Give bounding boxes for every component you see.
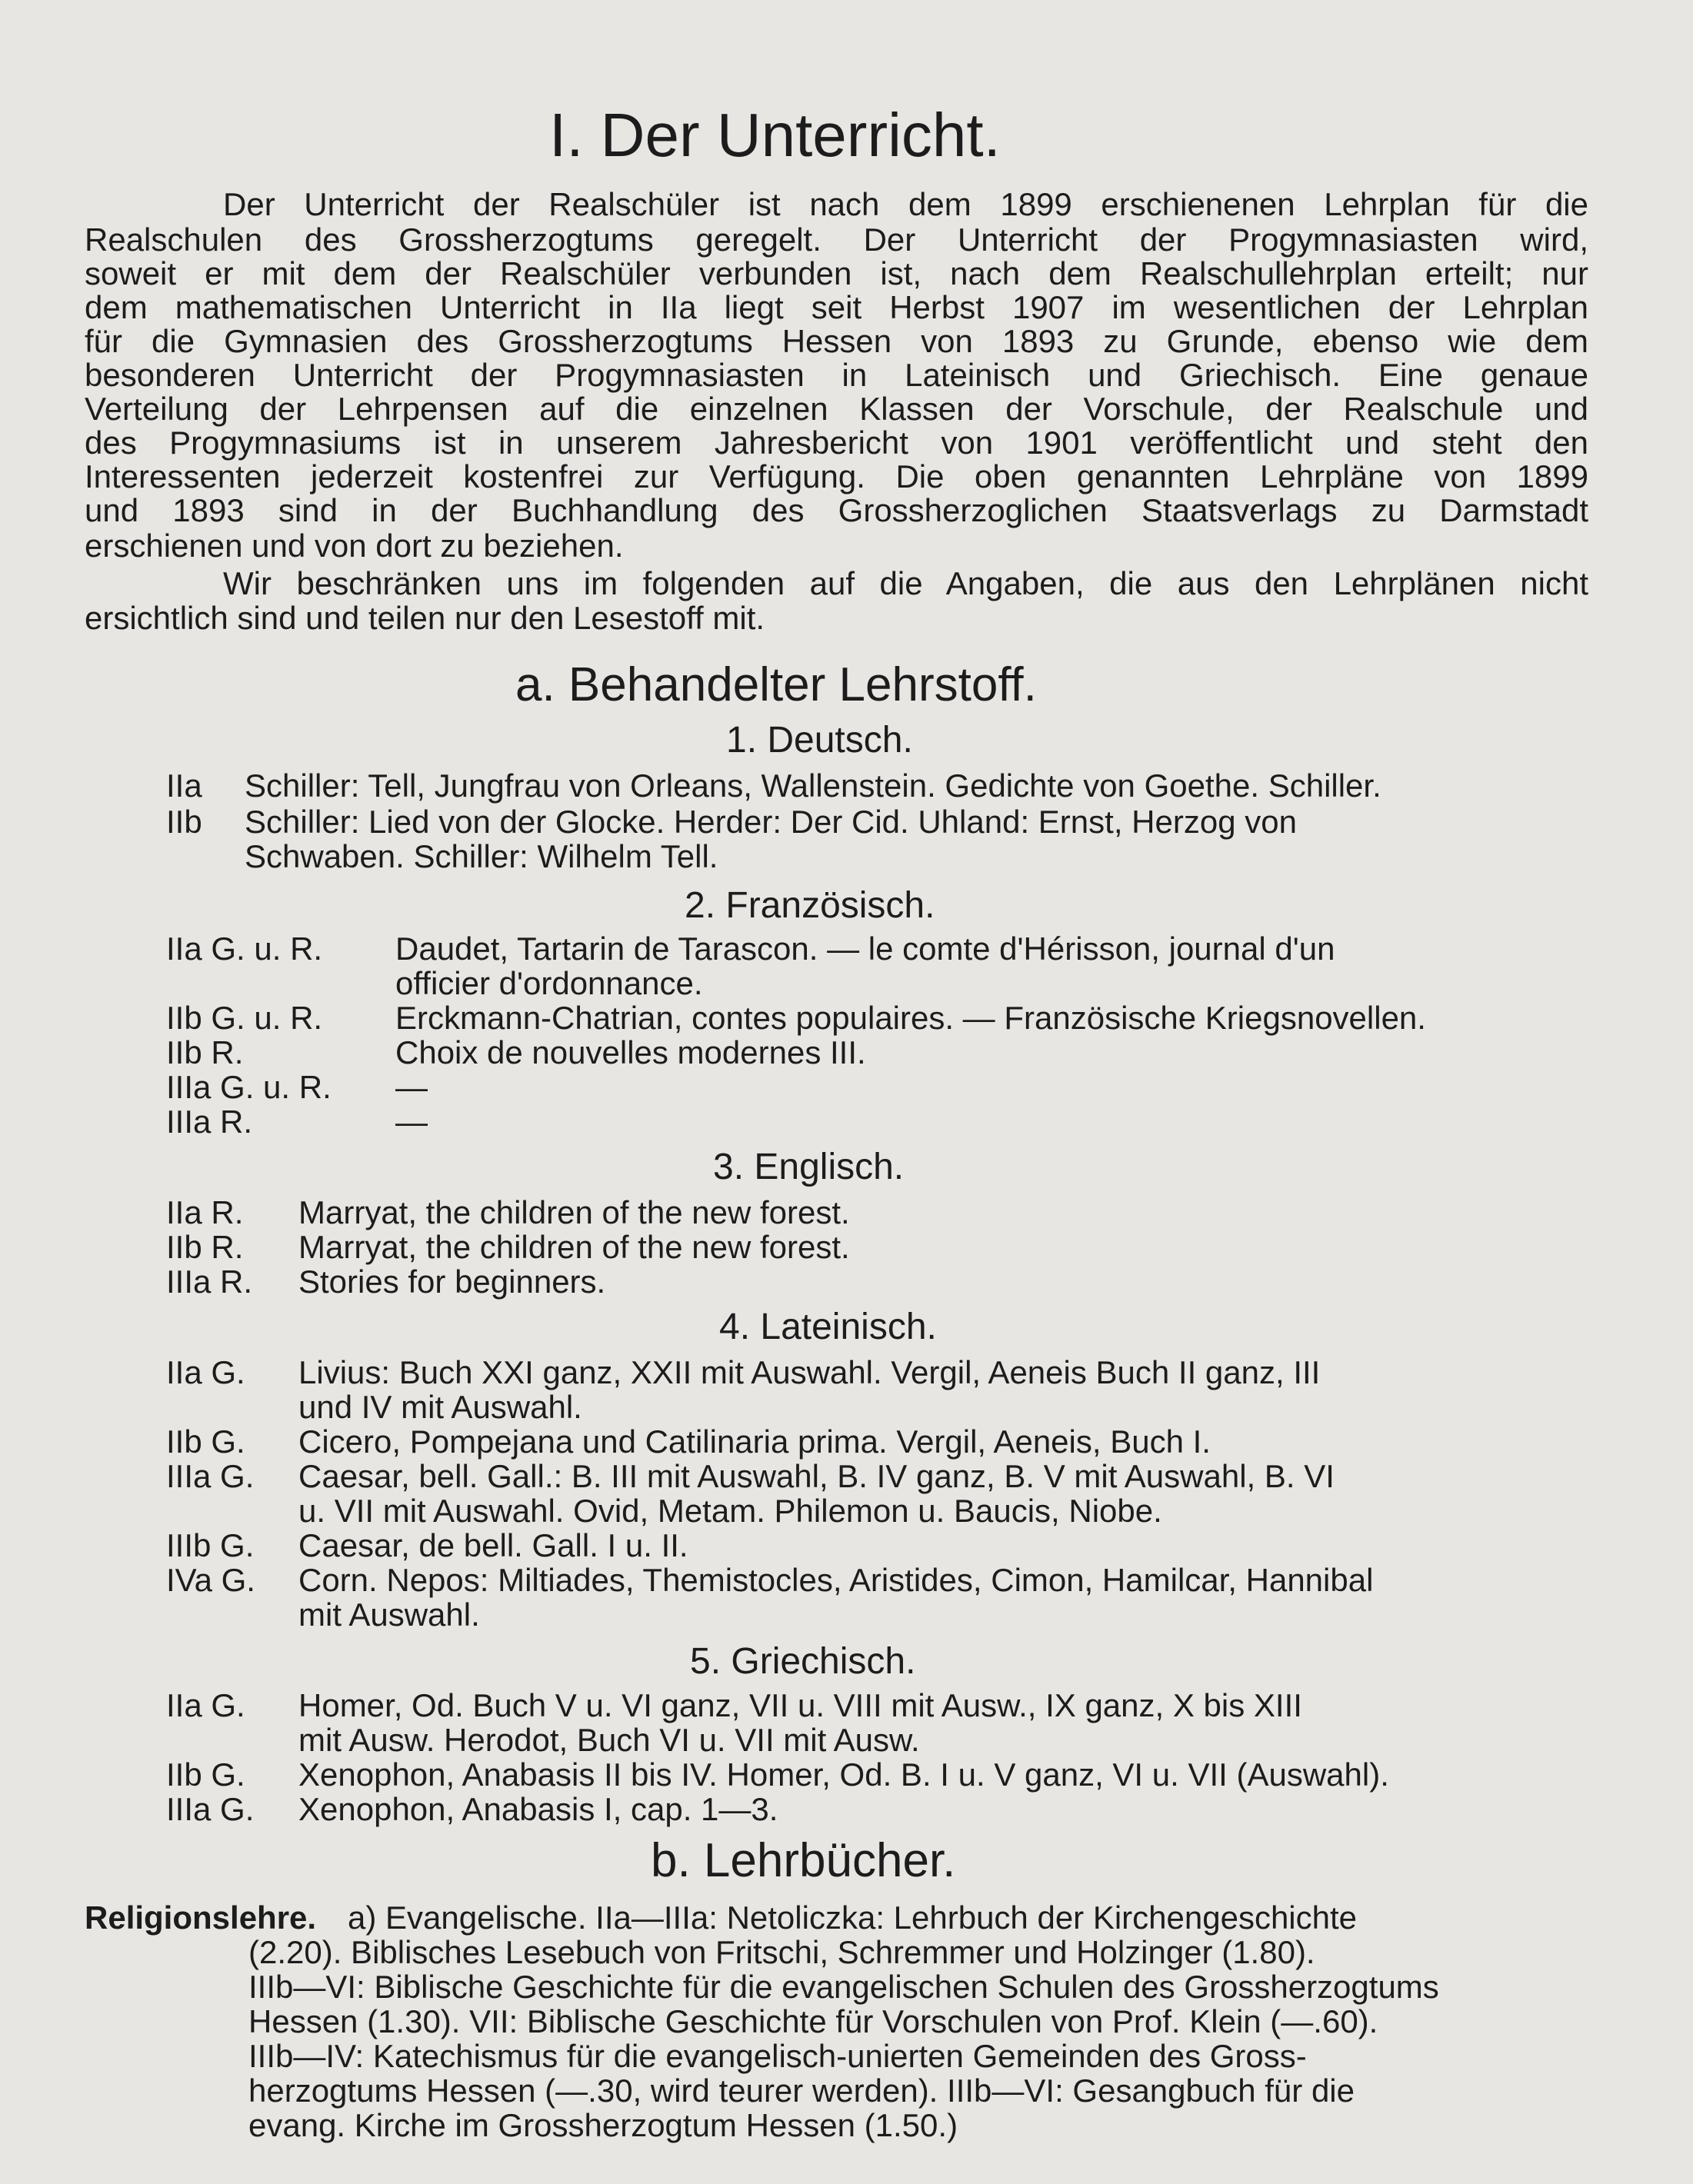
intro-line: Verteilung der Lehrpensen auf die einzelnen Klassen der Vorschule, der Realschule und — [85, 391, 1588, 427]
intro-line: Realschulen des Grossherzogtums geregelt. Der Unterricht der Progymnasiasten wird, — [85, 221, 1588, 258]
entry-text: Livius: Buch XXI ganz, XXII mit Auswahl. Vergil, Aeneis Buch II ganz, III — [298, 1354, 1321, 1390]
entry-text: Schiller: Lied von der Glocke. Herder: Der Cid. Uhland: Ernst, Herzog von — [245, 804, 1297, 840]
intro-line: und 1893 sind in der Buchhandlung des Grossherzoglichen Staatsverlags zu Darmstadt — [85, 492, 1588, 528]
entry-text: mit Ausw. Herodot, Buch VI u. VII mit Ausw. — [298, 1722, 920, 1758]
intro-line: erschienen und von dort zu beziehen. — [85, 528, 624, 564]
intro-line: besonderen Unterricht der Progymnasiasten in Lateinisch und Griechisch. Eine genaue — [85, 357, 1588, 393]
intro-line: für die Gymnasien des Grossherzogtums Hessen von 1893 zu Grunde, ebenso wie dem — [85, 323, 1588, 359]
entry-text: und IV mit Auswahl. — [298, 1389, 582, 1425]
section-a-heading: a. Behandelter Lehrstoff. — [515, 658, 1037, 711]
subsection-heading-griechisch: 5. Griechisch. — [690, 1641, 916, 1682]
entry-class: IIb G. — [166, 1423, 245, 1460]
intro-line: Wir beschränken uns im folgenden auf die Angaben, die aus den Lehrplänen nicht — [223, 565, 1588, 601]
lehrbuch-line: herzogtums Hessen (—.30, wird teurer werden). IIIb—VI: Gesangbuch für die — [248, 2072, 1355, 2109]
entry-text: Erckmann-Chatrian, contes populaires. — Französische Kriegsnovellen. — [395, 1000, 1426, 1036]
lehrbuch-line: a) Evangelische. IIa—IIIa: Netoliczka: Lehrbuch der Kirchengeschichte — [348, 1899, 1358, 1936]
subsection-heading-englisch: 3. Englisch. — [713, 1147, 905, 1187]
subsection-heading-franzoesisch: 2. Französisch. — [685, 885, 935, 926]
entry-class: IIb G. u. R. — [166, 1000, 323, 1036]
entry-text: Xenophon, Anabasis II bis IV. Homer, Od. B. I u. V ganz, VI u. VII (Auswahl). — [298, 1756, 1389, 1793]
entry-text: Choix de nouvelles modernes III. — [395, 1034, 866, 1070]
entry-text: Schwaben. Schiller: Wilhelm Tell. — [245, 838, 718, 874]
entry-class: IIIa G. — [166, 1458, 255, 1494]
entry-text: mit Auswahl. — [298, 1596, 480, 1633]
entry-text: — — [395, 1069, 428, 1105]
entry-class: IIa G. — [166, 1354, 245, 1390]
intro-line: ersichtlich sind und teilen nur den Lesestoff mit. — [85, 600, 765, 636]
lehrbuch-line: evang. Kirche im Grossherzogtum Hessen (1.50.) — [248, 2107, 958, 2143]
entry-class: IIb — [166, 804, 202, 840]
section-b-heading: b. Lehrbücher. — [651, 1834, 956, 1887]
entry-text: Homer, Od. Buch V u. VI ganz, VII u. VIII mit Ausw., IX ganz, X bis XIII — [298, 1687, 1302, 1723]
subsection-heading-deutsch: 1. Deutsch. — [726, 720, 913, 761]
entry-class: IIIa R. — [166, 1263, 253, 1300]
lehrbuch-line: IIIb—IV: Katechismus für die evangelisch-unierten Gemeinden des Gross- — [248, 2038, 1307, 2074]
entry-class: IIIa R. — [166, 1104, 253, 1140]
entry-class: IIa — [166, 767, 202, 804]
entry-text: u. VII mit Auswahl. Ovid, Metam. Philemon u. Baucis, Niobe. — [298, 1493, 1162, 1529]
entry-class: IVa G. — [166, 1562, 255, 1598]
entry-class: IIb R. — [166, 1229, 244, 1265]
page-title: I. Der Unterricht. — [549, 101, 1001, 169]
entry-text: Marryat, the children of the new forest. — [298, 1194, 850, 1230]
lehrbuch-line: IIIb—VI: Biblische Geschichte für die evangelischen Schulen des Grossherzogtums — [248, 1969, 1439, 2005]
entry-class: IIIa G. — [166, 1791, 255, 1827]
entry-class: IIa G. u. R. — [166, 931, 323, 967]
intro-line: Interessenten jederzeit kostenfrei zur Verfügung. Die oben genannten Lehrpläne von 1899 — [85, 458, 1588, 494]
intro-line: des Progymnasiums ist in unserem Jahresbericht von 1901 veröffentlicht und steht den — [85, 424, 1588, 461]
entry-text: Marryat, the children of the new forest. — [298, 1229, 850, 1265]
lehrbuch-line: (2.20). Biblisches Lesebuch von Fritschi, Schremmer und Holzinger (1.80). — [248, 1934, 1315, 1970]
intro-line: Der Unterricht der Realschüler ist nach dem 1899 erschienenen Lehrplan für die — [223, 186, 1588, 222]
entry-text: Xenophon, Anabasis I, cap. 1—3. — [298, 1791, 778, 1827]
entry-class: IIb R. — [166, 1034, 244, 1070]
intro-line: dem mathematischen Unterricht in IIa liegt seit Herbst 1907 im wesentlichen der Lehrplan — [85, 289, 1588, 325]
lehrbuch-line: Hessen (1.30). VII: Biblische Geschichte für Vorschulen von Prof. Klein (—.60). — [248, 2003, 1378, 2039]
entry-class: IIIa G. u. R. — [166, 1069, 332, 1105]
entry-class: IIa G. — [166, 1687, 245, 1723]
entry-text: — — [395, 1104, 428, 1140]
religionslehre-label: Religionslehre. — [85, 1899, 317, 1936]
entry-text: Caesar, bell. Gall.: B. III mit Auswahl, B. IV ganz, B. V mit Auswahl, B. VI — [298, 1458, 1335, 1494]
entry-text: Stories for beginners. — [298, 1263, 606, 1300]
entry-text: Schiller: Tell, Jungfrau von Orleans, Wallenstein. Gedichte von Goethe. Schiller. — [245, 767, 1381, 804]
entry-text: Cicero, Pompejana und Catilinaria prima. Vergil, Aeneis, Buch I. — [298, 1423, 1211, 1460]
entry-text: Daudet, Tartarin de Tarascon. — le comte d'Hérisson, journal d'un — [395, 931, 1335, 967]
entry-text: officier d'ordonnance. — [395, 965, 703, 1001]
entry-class: IIIb G. — [166, 1527, 255, 1563]
entry-class: IIb G. — [166, 1756, 245, 1793]
entry-text: Caesar, de bell. Gall. I u. II. — [298, 1527, 688, 1563]
subsection-heading-lateinisch: 4. Lateinisch. — [719, 1307, 937, 1347]
entry-text: Corn. Nepos: Miltiades, Themistocles, Aristides, Cimon, Hamilcar, Hannibal — [298, 1562, 1374, 1598]
entry-class: IIa R. — [166, 1194, 244, 1230]
intro-line: soweit er mit dem der Realschüler verbunden ist, nach dem Realschullehrplan erteilt; nur — [85, 255, 1588, 291]
